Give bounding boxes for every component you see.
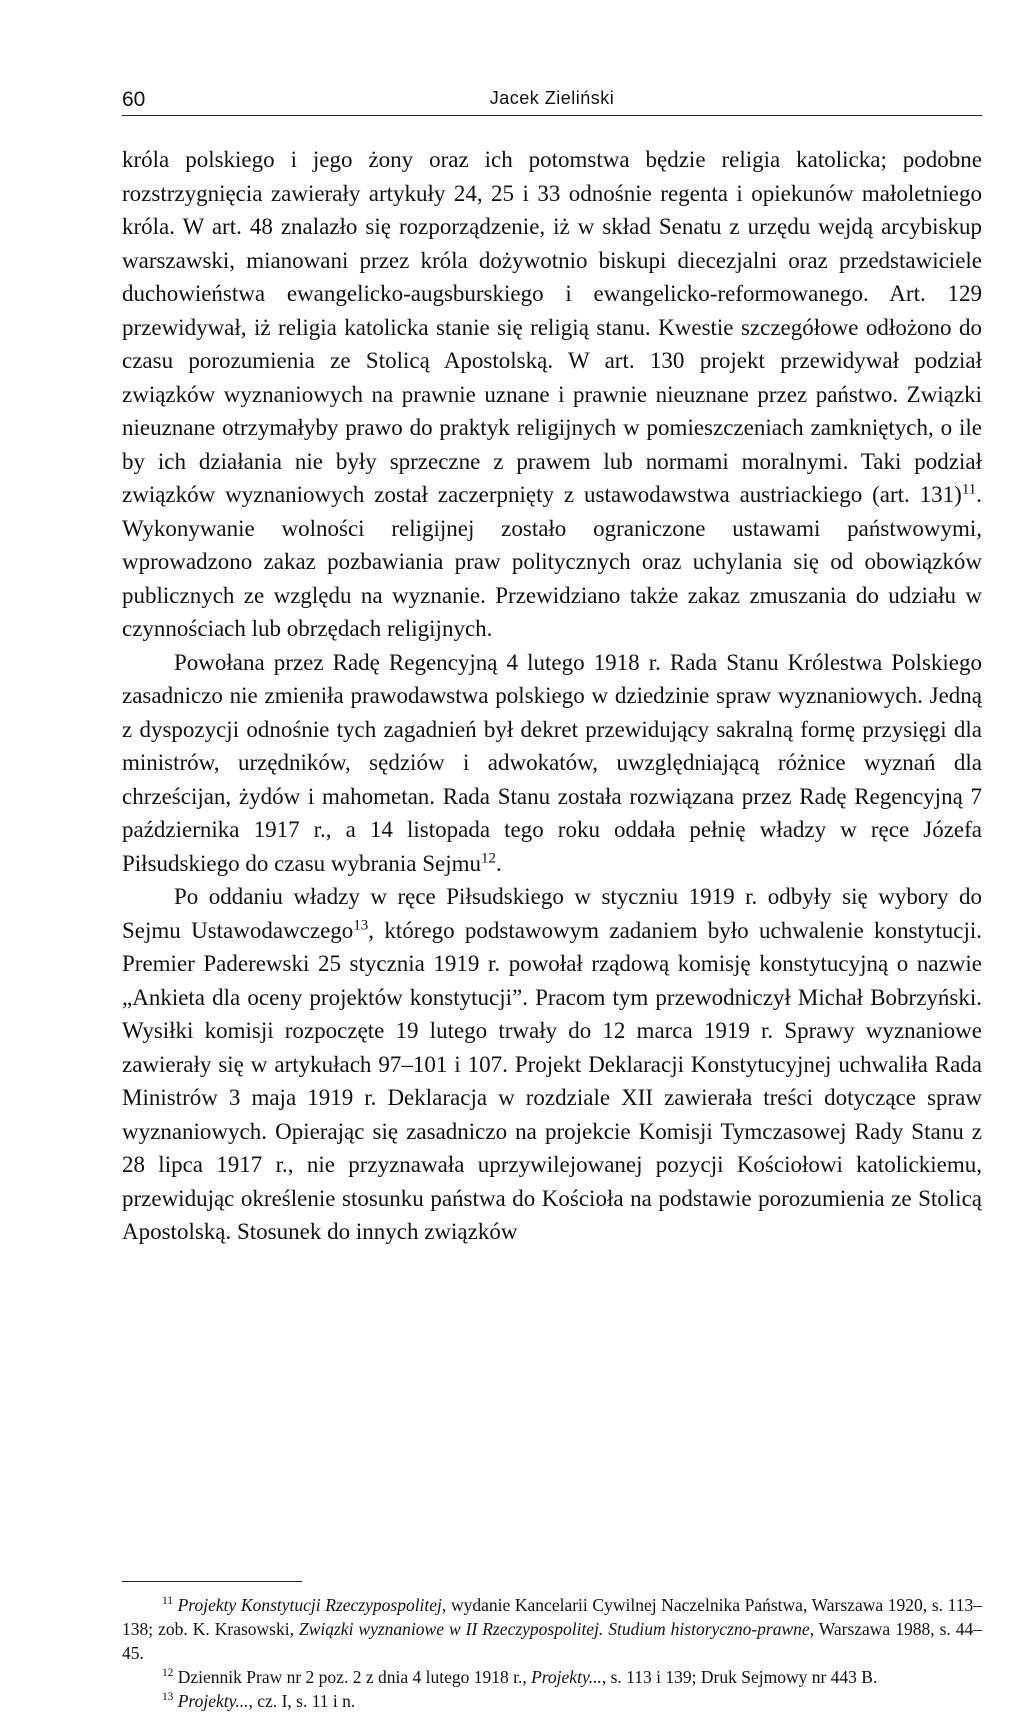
footnote-ref: 13	[353, 916, 369, 933]
page-number: 60	[122, 88, 146, 111]
paragraph-text: , którego podstawowym zadaniem było uchwalenie konstytucji. Premier Paderewski 25 stycznia 1919 r. powołał rządową komisję konstytucyjną o nazwie „Ankieta dla oceny projektów konstytucji”. Pracom tym przewodniczył Michał Bobrzyński. Wysiłki komisji rozpoczęte 19 lutego trwały do 12 marca 1919 r. Sprawy wyznaniowe zawierały się w artykułach 97–101 i 107. Projekt Deklaracji Konstytucyjnej uchwaliła Rada Ministrów 3 maja 1919 r. Deklaracja w rozdziale XII zawierała treści dotyczące spraw wyznaniowych. Opierając się zasadniczo na projekcie Komisji Tymczasowej Rady Stanu z 28 lipca 1917 r., nie przyznawała uprzywilejowanej pozycji Kościołowi katolickiemu, przewidując określenie stosunku państwa do Kościoła na podstawie porozumienia ze Stolicą Apostolską. Stosunek do innych związków	[122, 917, 982, 1244]
paragraph	[122, 143, 982, 646]
citation-title: Związki wyznaniowe w II Rzeczypospolitej. Studium historyczno-prawne	[298, 1619, 810, 1639]
paragraph-text: Powołana przez Radę Regencyjną 4 lutego 1918 r. Rada Stanu Królestwa Polskiego zasadniczo nie zmieniła prawodawstwa polskiego w dziedzinie spraw wyznaniowych. Jedną z dyspozycji odnośnie tych zagadnień był dekret przewidujący sakralną formę przysięgi dla ministrów, urzędników, sędziów i adwokatów, uwzględniającą różnice wyznań dla chrześcijan, żydów i mahometan. Rada Stanu została rozwiązana przez Radę Regencyjną 7 października 1917 r., a 14 listopada tego roku oddała pełnię władzy w ręce Józefa Piłsudskiego do czasu wybrania Sejmu	[122, 649, 982, 876]
citation-title: Projekty...	[531, 1667, 602, 1687]
footnote	[122, 1665, 982, 1689]
footnote-number: 13	[162, 1691, 174, 1704]
paragraph	[122, 646, 982, 881]
footnote-number: 12	[162, 1667, 174, 1680]
citation-title: Projekty...	[177, 1691, 249, 1711]
footnote-number: 11	[162, 1595, 173, 1608]
main-text	[122, 143, 982, 1249]
page-header	[122, 88, 982, 114]
footnote-text: , s. 113 i 139; Druk Sejmowy nr 443 B.	[601, 1667, 878, 1687]
paragraph-text: Po oddaniu władzy w ręce Piłsudskiego w styczniu 1919 r. odbyły się wybory do Sejmu Ustawodawczego	[122, 884, 982, 943]
running-head-author: Jacek Zieliński	[489, 88, 615, 108]
footnote-rule	[122, 1581, 302, 1582]
footnote-text: Dziennik Praw nr 2 poz. 2 z dnia 4 lutego 1918 r.,	[177, 1667, 532, 1687]
paragraph	[122, 880, 982, 1249]
paragraph-text: . Wykonywanie wolności religijnej zostało ograniczone ustawami państwowymi, wprowadzono zakaz pozbawiania praw politycznych oraz uchylania się od obowiązków publicznych ze względu na wyznanie. Przewidziano także zakaz zmuszania do udziału w czynnościach lub obrzędach religijnych.	[122, 482, 982, 641]
footnote	[122, 1593, 982, 1665]
footnotes	[122, 1593, 982, 1713]
footnote-text: , Warszawa 1988, s. 44–45.	[122, 1619, 982, 1663]
paragraph-text: króla polskiego i jego żony oraz ich potomstwa będzie religia katolicka; podobne rozstrzygnięcia zawierały artykuły 24, 25 i 33 odnośnie regenta i opiekunów małoletniego króla. W art. 48 znalazło się rozporządzenie, iż w skład Senatu z urzędu wejdą arcybiskup warszawski, mianowani przez króla dożywotnio biskupi diecezjalni oraz przedstawiciele duchowieństwa ewangelicko-augsburskiego i ewangelicko-reformowanego. Art. 129 przewidywał, iż religia katolicka stanie się religią stanu. Kwestie szczegółowe odłożono do czasu porozumienia ze Stolicą Apostolską. W art. 130 projekt przewidywał podział związków wyznaniowych na prawnie uznane i prawnie nieuznane przez państwo. Związki nieuznane otrzymałyby prawo do praktyk religijnych w pomieszczeniach zamkniętych, o ile by ich działania nie były sprzeczne z prawem lub normami moralnymi. Taki podział związków wyznaniowych został zaczerpnięty z ustawodawstwa austriackiego (art. 131)	[122, 147, 982, 507]
footnote	[122, 1689, 982, 1713]
footnote-ref: 11	[961, 481, 977, 498]
paragraph-text: .	[495, 850, 502, 876]
citation-title: Projekty Konstytucji Rzeczypospolitej	[177, 1595, 442, 1615]
footnote-text: , wydanie Kancelarii Cywilnej Naczelnika Państwa, Warszawa 1920, s. 113–138; zob. K. Krasowski,	[122, 1595, 983, 1639]
footnote-ref: 12	[481, 849, 496, 866]
header-rule	[122, 115, 982, 116]
footnote-text: , cz. I, s. 11 i n.	[248, 1691, 356, 1711]
